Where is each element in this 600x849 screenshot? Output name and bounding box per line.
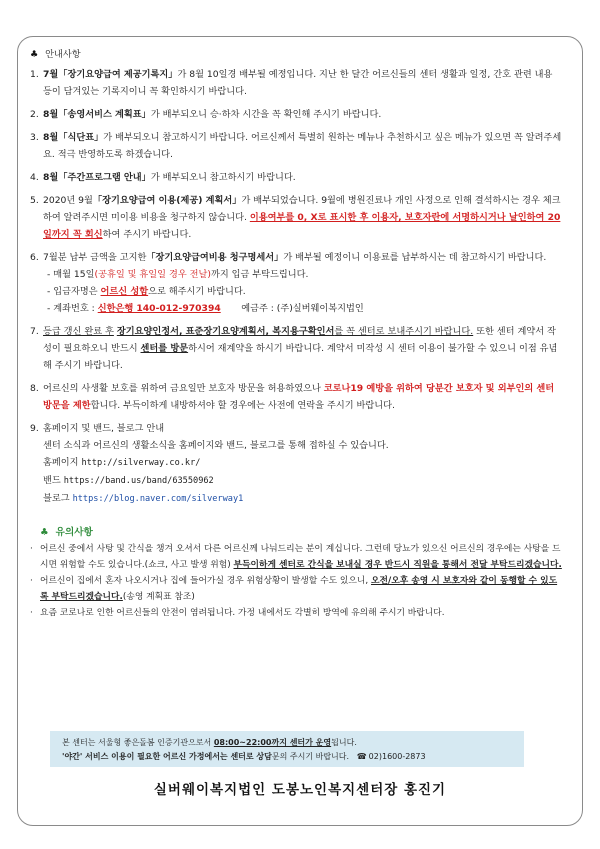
- notice-item-7: 7. 등급 갱신 완료 후 장기요양인정서, 표준장기요양계획서, 복지용구확인서를 꼭 센터로 보내주시기 바랍니다. 또한 센터 계약서 작성이 필요하오니 반드시 센터를 방문하시어 재계약을 하시기 바랍니다. 계약서 미작성 시 센터 이용이 불가할 수 있으니 이점 유념해 주시기 바랍니다.: [30, 326, 558, 371]
- notice-item-8: 8. 어르신의 사생활 보호를 위하여 금요일만 보호자 방문을 허용하였으나 코로나19 예방을 위하여 당분간 보호자 및 외부인의 센터 방문을 제한합니다. 부득이하게 내방하셔야 할 경우에는 사전에 연락을 주시기 바랍니다.: [30, 383, 555, 411]
- notice-item-6: 6. 7월분 납부 금액을 고지한「장기요양급여비용 청구명세서」가 배부될 예정이니 이용료를 납부하시는 데 참고하시기 바랍니다. - 매월 15일(공휴일 및 휴일일 경우 전날)까지 입금 부탁드립니다. - 입금자명은 어르신 성함으로 해주시기 바랍니다. - 계좌번호 : 신한은행 140-012-970394 예금주 : (주)실버웨이복지법인: [30, 252, 547, 314]
- operating-info-box: 본 센터는 서울형 좋은돌봄 인증기관으로서 08:00~22:00까지 센터가 운영됩니다. '야간' 서비스 이용이 필요한 어르신 가정에서는 센터로 상담문의 주시기 바랍니다. ☎ 02)1600-2873: [50, 731, 524, 767]
- notice-content: [30, 42, 562, 623]
- caution-item-1: · 어르신 중에서 사탕 및 간식을 챙겨 오셔서 다른 어르신께 나눠드리는 분이 계십니다. 그런데 당뇨가 있으신 어르신의 경우에는 사탕을 드시면 위험할 수도 있습니다.(쇼크, 사고 발생 위험) 부득이하게 센터로 간식을 보내실 경우 반드시 직원을 통해서 전달 부탁드리겠습니다.: [30, 542, 562, 573]
- payment-date-line: - 매월 15일(공휴일 및 휴일일 경우 전날)까지 입금 부탁드립니다.: [47, 269, 309, 280]
- notice-item-4: 4. 8월「주간프로그램 안내」가 배부되오니 참고하시기 바랍니다.: [30, 172, 296, 183]
- bullet-icon: ·: [30, 608, 33, 618]
- caution-item-3: · 요즘 코로나로 인한 어르신들의 안전이 염려됩니다. 가정 내에서도 각별히 방역에 유의해 주시기 바랍니다.: [30, 606, 562, 622]
- notice-item-2: 2. 8월「송영서비스 계획표」가 배부되오니 승·하차 시간을 꼭 확인해 주시기 바랍니다.: [30, 109, 382, 120]
- bullet-icon: ·: [30, 576, 33, 586]
- green-club-icon: ♣: [40, 527, 49, 538]
- band-link[interactable]: https://band.us/band/63550962: [63, 476, 214, 486]
- account-line: - 계좌번호 : 신한은행 140-012-970394 예금주 : (주)실버웨이복지법인: [47, 303, 364, 314]
- notice-item-3: 3. 8월「식단표」가 배부되오니 참고하시기 바랍니다. 어르신께서 특별히 원하는 메뉴나 추천하시고 싶은 메뉴가 있으면 꼭 알려주세요. 적극 반영하도록 하겠습니다.: [30, 132, 562, 160]
- depositor-line: - 입금자명은 어르신 성함으로 해주시기 바랍니다.: [47, 286, 246, 297]
- club-icon: ♣: [30, 49, 39, 60]
- caution-heading: ♣ 유의사항: [40, 527, 93, 538]
- caution-item-2: · 어르신이 집에서 혼자 나오시거나 집에 들어가실 경우 위험상황이 발생할 수도 있으니, 오전/오후 송영 시 보호자와 같이 동행할 수 있도록 부탁드리겠습니다.(송영 계획표 참조): [30, 574, 562, 605]
- notice-item-9: 9. 홈페이지 및 밴드, 블로그 안내 센터 소식과 어르신의 생활소식을 홈페이지와 밴드, 블로그를 통해 접하실 수 있습니다. 홈페이지 http://silverway.co.kr/ 밴드 https://band.us/band/63550962 블로그 https://blog.naver.com/silverway1: [30, 423, 389, 504]
- blog-link[interactable]: https://blog.naver.com/silverway1: [72, 494, 244, 504]
- homepage-link[interactable]: http://silverway.co.kr/: [81, 458, 201, 468]
- signature-footer: 실버웨이복지법인 도봉노인복지센터장 홍진기: [153, 782, 447, 798]
- phone-icon: ☎: [356, 752, 367, 761]
- notice-item-1: 1. 7월「장기요양급여 제공기록지」가 8월 10일경 배부될 예정입니다. 지난 한 달간 어르신들의 센터 생활과 일정, 간호 관련 내용 등이 담겨있는 기록지이니 꼭 확인하시기 바랍니다.: [30, 69, 553, 97]
- section-heading: ♣ 안내사항: [30, 49, 81, 60]
- notice-item-5: 5. 2020년 9월「장기요양급여 이용(제공) 계획서」가 배부되었습니다. 9월에 병원진료나 개인 사정으로 인해 결석하시는 경우 체크하여 알려주시면 미이용 비용을 청구하지 않습니다. 이용여부를 0, X로 표시한 후 이용자, 보호자란에 서명하시거나 날인하여 20일까지 꼭 회신하여 주시기 바랍니다.: [30, 195, 561, 240]
- bullet-icon: ·: [30, 544, 33, 554]
